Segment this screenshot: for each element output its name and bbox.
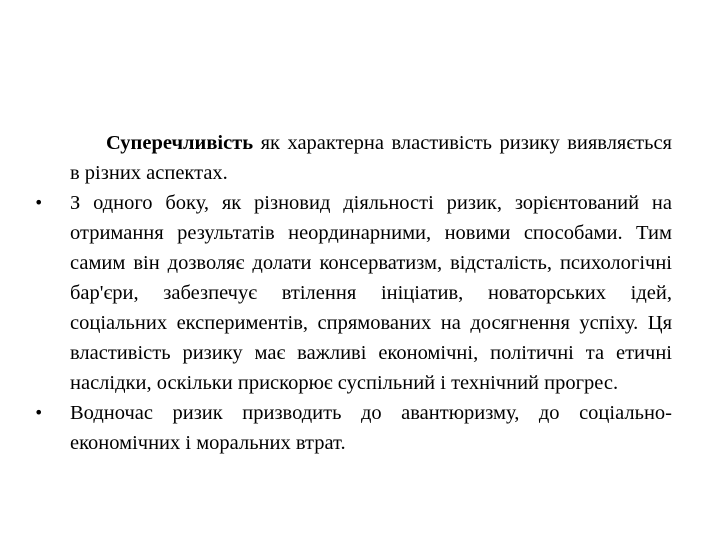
bullet-icon: • [34,403,44,422]
intro-text: як характерна властивість ризику виявляється в різних аспектах. [70,132,672,184]
bullet-text-2: Водночас ризик призводить до авантюризму, до соціально-економічних і моральних втрат. [70,402,672,454]
bullet-item-2 [34,398,672,458]
slide-body [34,128,672,458]
intro-paragraph [70,128,672,188]
bullet-item-1 [34,188,672,398]
intro-term: Суперечливість [106,132,254,154]
bullet-list [34,188,672,458]
bullet-text-1: З одного боку, як різновид діяльності ризик, зорієнтований на отримання результатів неординарними, новими способами. Тим самим він дозволяє долати консерватизм, відсталість, психологічні бар'єри, забезпечує втілення ініціатив, новаторських ідей, соціальних експериментів, спрямованих на досягнення успіху. Ця властивість ризику має важливі економічні, політичні та етичні наслідки, оскільки прискорює суспільний і технічний прогрес. [70,192,672,394]
bullet-icon: • [34,193,44,212]
